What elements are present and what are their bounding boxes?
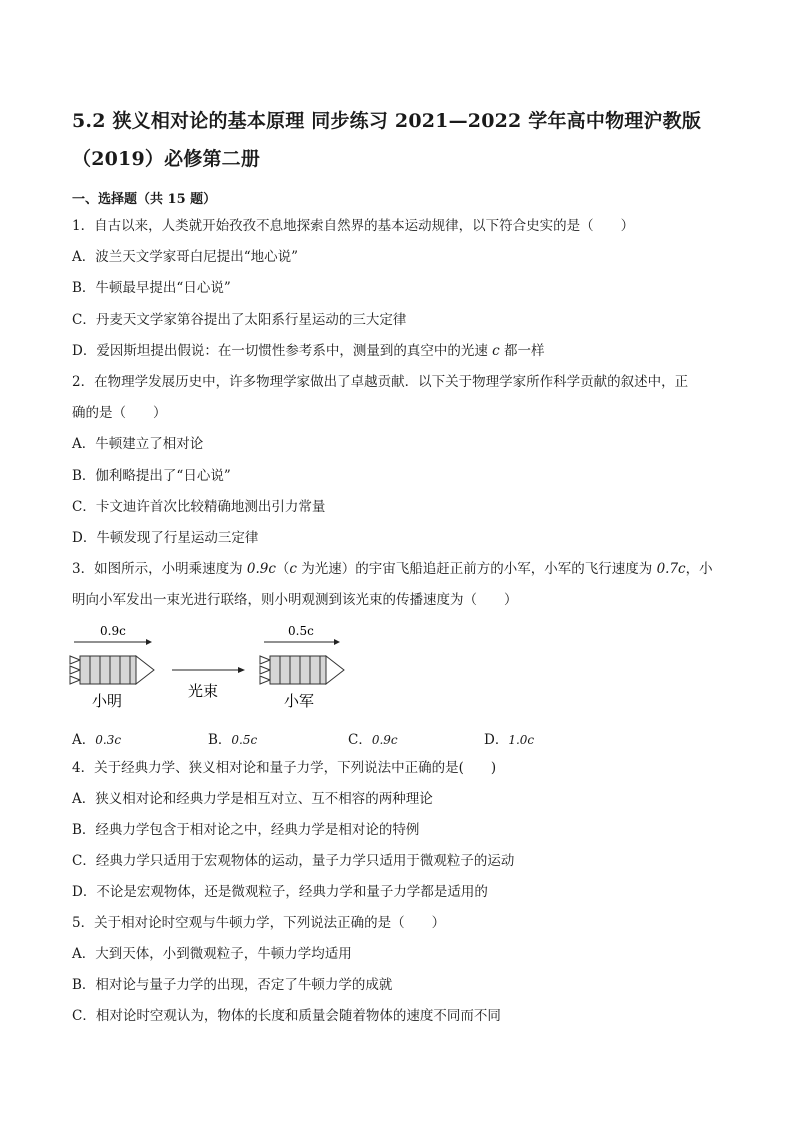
q1-option-c: C．丹麦天文学家第谷提出了太阳系行星运动的三大定律: [72, 312, 407, 328]
q2-option-b: B．伽利略提出了“日心说”: [72, 468, 231, 484]
q3-option-d-label: D．: [484, 732, 509, 748]
title-line-1: 5.2 狭义相对论的基本原理 同步练习 2021—2022 学年高中物理沪教版: [72, 110, 702, 132]
velocity-arrow-left: [74, 639, 152, 645]
q3-stem-line-2: 明向小军发出一束光进行联络，则小明观测到该光束的传播速度为（ ）: [72, 592, 518, 608]
q3-light-speed-var: c: [289, 561, 297, 577]
q1-option-a: A．波兰天文学家哥白尼提出“地心说”: [72, 249, 299, 265]
q3-stem-part-4: ，小: [685, 561, 713, 577]
rocket-xiaojun-icon: [260, 656, 344, 684]
q2-stem-line-1: 2．在物理学发展历史中，许多物理学家做出了卓越贡献．以下关于物理学家所作科学贡献的叙述中，正: [72, 374, 689, 390]
q4-option-a: A．狭义相对论和经典力学是相互对立、互不相容的两种理论: [72, 791, 433, 807]
q3-option-b: [208, 728, 257, 748]
q4-stem: 4．关于经典力学、狭义相对论和量子力学，下列说法中正确的是( ): [72, 760, 497, 776]
q3-option-b-value: 0.5c: [231, 733, 258, 747]
label-xiaoming: 小明: [92, 692, 123, 710]
q4-option-d: D．不论是宏观物体，还是微观粒子，经典力学和量子力学都是适用的: [72, 884, 488, 900]
label-light-beam: 光束: [188, 682, 219, 700]
q5-option-a: A．大到天体，小到微观粒子，牛顿力学均适用: [72, 946, 352, 962]
q4-option-b: B．经典力学包含于相对论之中，经典力学是相对论的特例: [72, 822, 420, 838]
q3-stem-part-2: （: [275, 561, 290, 577]
q3-diagram: [66, 618, 366, 718]
velocity-arrow-right: [264, 639, 340, 645]
velocity-label-left: 0.9c: [100, 624, 126, 638]
q1-option-d-end: 都一样: [499, 343, 545, 359]
q3-option-c: [348, 728, 398, 748]
q1-option-d-text: D．爱因斯坦提出假说：在一切惯性参考系中，测量到的真空中的光速: [72, 343, 493, 359]
q3-option-a-value: 0.3c: [95, 733, 122, 747]
q3-stem-part-3: 为光速）的宇宙飞船追赶正前方的小军，小军的飞行速度为: [296, 561, 657, 577]
q3-option-c-value: 0.9c: [371, 733, 398, 747]
section-heading: 一、选择题（共 15 题）: [72, 192, 217, 207]
q1-option-d: [72, 341, 732, 361]
velocity-label-right: 0.5c: [288, 624, 314, 638]
q2-option-c: C．卡文迪许首次比较精确地测出引力常量: [72, 499, 326, 515]
q1-stem: 1．自古以来，人类就开始孜孜不息地探索自然界的基本运动规律，以下符合史实的是（ ）: [72, 218, 635, 234]
rocket-xiaoming-icon: [70, 656, 154, 684]
q5-stem: 5．关于相对论时空观与牛顿力学，下列说法正确的是（ ）: [72, 915, 446, 931]
title-line-2: （2019）必修第二册: [72, 148, 261, 170]
q3-speed-xiaoming: 0.9c: [246, 561, 276, 577]
q2-stem-line-2: 确的是（ ）: [72, 405, 167, 421]
q3-option-d: [484, 728, 534, 748]
q1-option-b: B．牛顿最早提出“日心说”: [72, 280, 231, 296]
q3-stem-line-1: [72, 559, 732, 579]
q3-option-c-label: C．: [348, 732, 372, 748]
light-beam-arrow: [172, 667, 245, 673]
q3-stem-part-1: 3．如图所示，小明乘速度为: [72, 561, 247, 577]
q2-option-a: A．牛顿建立了相对论: [72, 436, 204, 452]
q3-option-b-label: B．: [208, 732, 232, 748]
q3-option-d-value: 1.0c: [508, 733, 535, 747]
document-title: [72, 102, 732, 178]
q5-option-c: C．相对论时空观认为，物体的长度和质量会随着物体的速度不同而不同: [72, 1008, 501, 1024]
q3-option-a-label: A．: [72, 732, 96, 748]
q2-option-d: D．牛顿发现了行星运动三定律: [72, 530, 259, 546]
q3-option-a: [72, 728, 121, 748]
q3-options: [72, 728, 672, 750]
q1-option-d-var: c: [492, 343, 500, 359]
q5-option-b: B．相对论与量子力学的出现，否定了牛顿力学的成就: [72, 977, 393, 993]
label-xiaojun: 小军: [284, 692, 315, 710]
q4-option-c: C．经典力学只适用于宏观物体的运动，量子力学只适用于微观粒子的运动: [72, 853, 515, 869]
q3-speed-xiaojun: 0.7c: [656, 561, 686, 577]
